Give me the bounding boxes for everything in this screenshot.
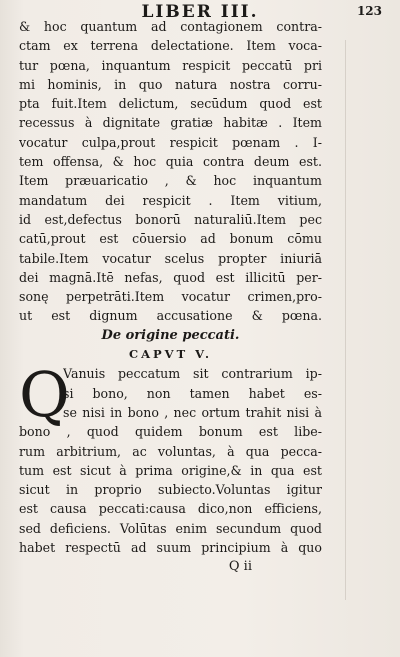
text-line: bono , quod quidem bonum est libe- [19, 424, 322, 440]
section-subheading: De origine peccati. [101, 327, 240, 343]
text-line: pta fuit.Item delictum, secūdum quod est [19, 96, 322, 112]
text-line: vocatur culpa,prout respicit pœnam . I- [19, 134, 322, 150]
text-line: mi hominis, in quo natura nostra corru- [19, 76, 322, 92]
running-head: LIBER III. [141, 2, 259, 22]
drop-capital: Q [19, 358, 70, 432]
text-line: ctam ex terrena delectatione. Item voca- [19, 38, 322, 54]
text-line: sonę perpetrāti.Item vocatur crimen,pro- [19, 289, 322, 305]
text-line: rum arbitrium, ac voluntas, à qua pecca- [19, 443, 322, 459]
text-line: tem offensa, & hoc quia contra deum est. [19, 154, 322, 170]
text-line: dei magnā.Itē nefas, quod est illicitū per- [19, 269, 322, 285]
text-line: sed deficiens. Volūtas enim secundum quod [19, 520, 322, 536]
text-line: tabile.Item vocatur scelus propter iniuriā [19, 250, 322, 266]
page-edge-shadow [345, 40, 346, 600]
dropcap-text-line: Vanuis peccatum sit contrarium ip- [63, 366, 322, 382]
dropcap-text-line: se nisi in bono , nec ortum trahit nisi à [63, 404, 322, 420]
page-number: 123 [356, 4, 382, 18]
text-line: habet respectū ad suum principium à quo [19, 540, 322, 556]
text-line: tum est sicut à prima origine,& in qua est [19, 462, 322, 478]
text-line: Item præuaricatio , & hoc inquantum [19, 173, 322, 189]
text-line: recessus à dignitate gratiæ habitæ . Item [19, 115, 322, 131]
text-line: sicut in proprio subiecto.Voluntas igitur [19, 482, 322, 498]
text-line: catū,prout est cōuersio ad bonum cōmu [19, 231, 322, 247]
text-block [19, 17, 322, 577]
chapter-heading: CAPVT V. [128, 347, 213, 362]
text-line: ut est dignum accusatione & pœna. [19, 308, 322, 324]
paragraph-2 [19, 422, 322, 557]
text-line: id est,defectus bonorū naturaliū.Item pec [19, 211, 322, 227]
text-line: & hoc quantum ad contagionem contra- [19, 19, 322, 34]
dropcap-text-line: si bono, non tamen habet es- [63, 385, 322, 401]
text-line: tur pœna, inquantum respicit peccatū pri [19, 57, 322, 73]
paragraph-1 [19, 17, 322, 326]
text-line: est causa peccati:causa dico,non efficiens, [19, 501, 322, 517]
text-line: mandatum dei respicit . Item vitium, [19, 192, 322, 208]
signature-mark: Q ii [228, 559, 252, 575]
